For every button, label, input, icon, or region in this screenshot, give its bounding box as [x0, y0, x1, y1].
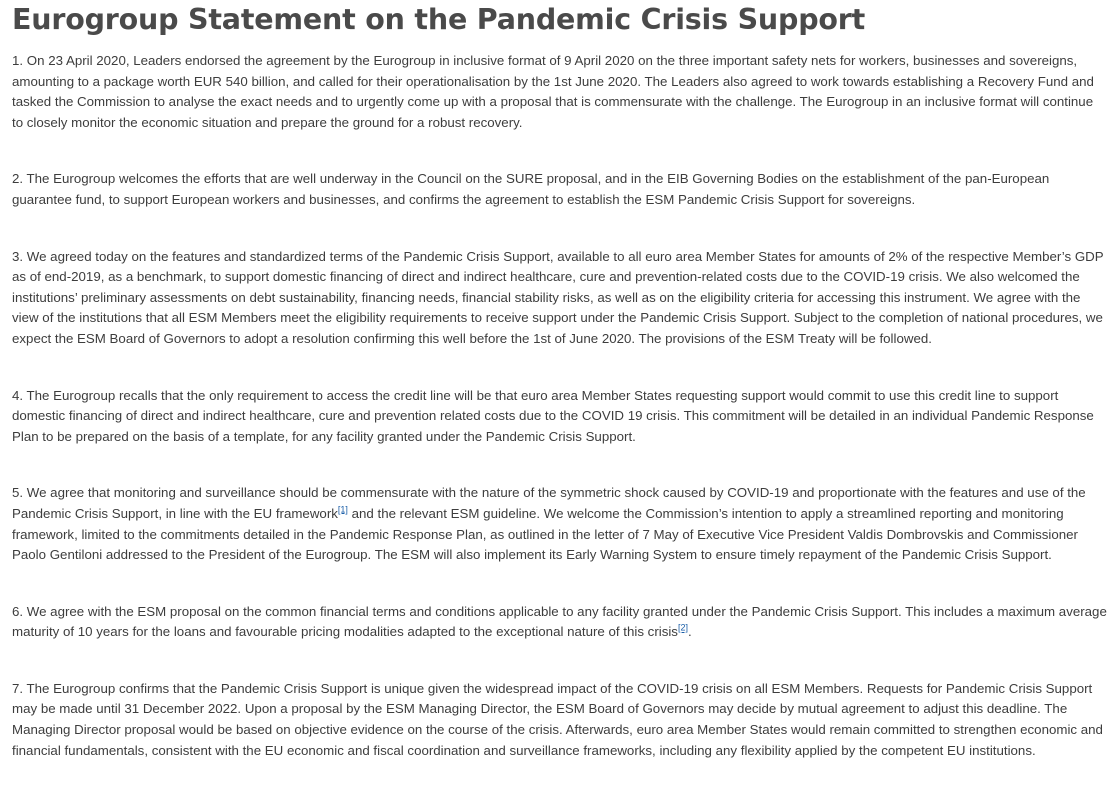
paragraph-6 [12, 602, 1107, 643]
page-title: Eurogroup Statement on the Pandemic Crisis Support [12, 3, 866, 36]
paragraph-6-text-a: 6. We agree with the ESM proposal on the common financial terms and conditions applicable to any facility granted under the Pandemic Crisis Support. This includes a maximum average maturity of 10 years for the loans and favourable pricing modalities adapted to the exceptional nature of this crisis [12, 603, 1107, 640]
paragraph-7: 7. The Eurogroup confirms that the Pandemic Crisis Support is unique given the widespread impact of the COVID-19 crisis on all ESM Members. Requests for Pandemic Crisis Support may be made until 31 December 2022. Upon a proposal by the ESM Managing Director, the ESM Board of Governors may decide by mutual agreement to adjust this deadline. The Managing Director proposal would be based on objective evidence on the course of the crisis. Afterwards, euro area Member States would remain committed to strengthen economic and financial fundamentals, consistent with the EU economic and fiscal coordination and surveillance frameworks, including any flexibility applied by the competent EU institutions. [12, 680, 1103, 758]
paragraph-5-text-b: and the relevant ESM guideline. We welcome the Commission’s intention to apply a streamlined reporting and monitoring framework, limited to the commitments detailed in the Pandemic Response Plan, as outlined in the letter of 7 May of Executive Vice President Valdis Dombrovskis and Commissioner Paolo Gentiloni addressed to the President of the Eurogroup. The ESM will also implement its Early Warning System to ensure timely repayment of the Pandemic Crisis Support. [12, 505, 1078, 563]
paragraph-4: 4. The Eurogroup recalls that the only requirement to access the credit line will be that euro area Member States requesting support would commit to use this credit line to support domestic financing of direct and indirect healthcare, cure and prevention related costs due to the COVID 19 crisis. This commitment will be detailed in an individual Pandemic Response Plan to be prepared on the basis of a template, for any facility granted under the Pandemic Crisis Support. [12, 387, 1094, 444]
paragraph-5 [12, 483, 1107, 565]
footnote-link-1[interactable]: [1] [337, 504, 348, 515]
paragraph-6-text-b: . [687, 624, 692, 640]
paragraph-1: 1. On 23 April 2020, Leaders endorsed the agreement by the Eurogroup in inclusive format of 9 April 2020 on the three important safety nets for workers, businesses and sovereigns, amounting to a package worth EUR 540 billion, and called for their operationalisation by the 1st June 2020. The Leaders also agreed to work towards establishing a Recovery Fund and tasked the Commission to analyse the exact needs and to urgently come up with a proposal that is commensurate with the challenge. The Eurogroup in an inclusive format will continue to closely monitor the economic situation and prepare the ground for a robust recovery. [12, 53, 1094, 130]
footnote-link-2[interactable]: [2] [677, 622, 688, 633]
paragraph-3: 3. We agreed today on the features and standardized terms of the Pandemic Crisis Support, available to all euro area Member States for amounts of 2% of the respective Member’s GDP as of end-2019, as a benchmark, to support domestic financing of direct and indirect healthcare, cure and prevention-related costs due to the COVID-19 crisis. We also welcomed the institutions’ preliminary assessments on debt sustainability, financing needs, financial stability risks, as well as on the eligibility criteria for accessing this instrument. We agree with the view of the institutions that all ESM Members meet the eligibility requirements to receive support under the Pandemic Crisis Support. Subject to the completion of national procedures, we expect the ESM Board of Governors to adopt a resolution confirming this well before the 1st of June 2020. The provisions of the ESM Treaty will be followed. [12, 248, 1104, 346]
paragraph-2: 2. The Eurogroup welcomes the efforts that are well underway in the Council on the SURE proposal, and in the EIB Governing Bodies on the establishment of the pan-European guarantee fund, to support European workers and businesses, and confirms the agreement to establish the ESM Pandemic Crisis Support for sovereigns. [12, 171, 1050, 207]
paragraph-5-text-a: 5. We agree that monitoring and surveillance should be commensurate with the nature of the symmetric shock caused by COVID-19 and proportionate with the features and use of the Pandemic Crisis Support, in line with the EU framework [12, 485, 1086, 521]
